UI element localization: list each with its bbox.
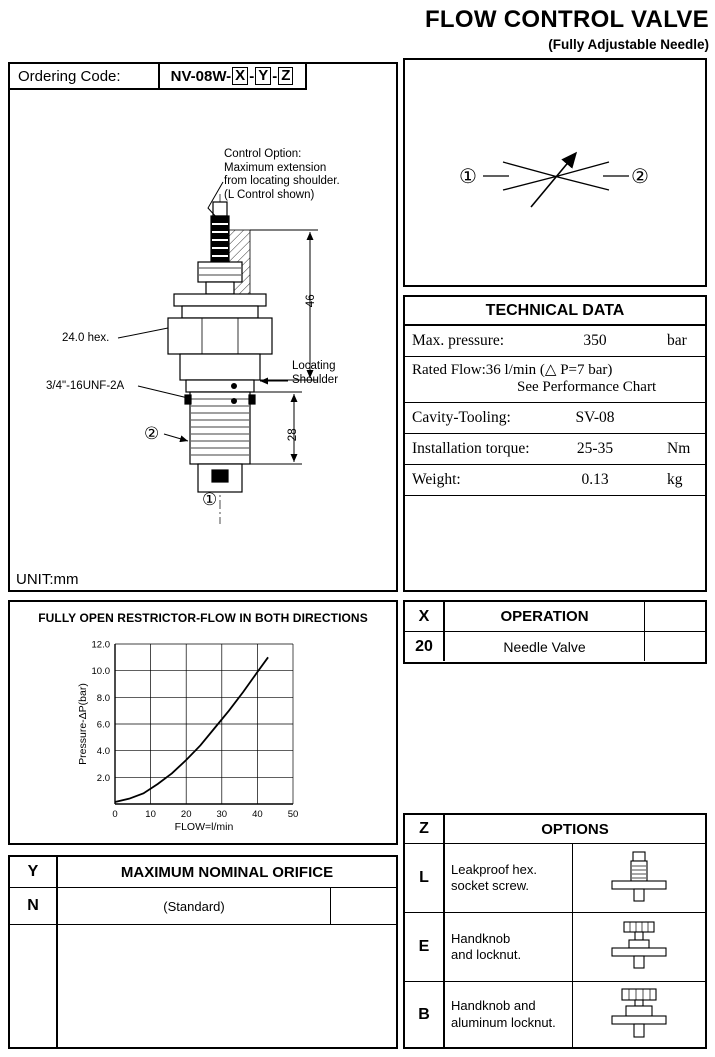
svg-text:40: 40	[252, 809, 263, 820]
ordering-code-x: X	[232, 67, 248, 86]
option-code: B	[405, 982, 445, 1047]
operation-key: X	[405, 602, 445, 631]
orifice-table	[8, 855, 398, 1049]
option-code: L	[405, 844, 445, 912]
tech-value: 0.13	[581, 471, 609, 488]
operation-header-spacer	[645, 602, 705, 631]
page-title: FLOW CONTROL VALVE	[424, 6, 709, 33]
valve-body-section	[168, 202, 272, 492]
tech-label: Installation torque:	[412, 440, 530, 457]
svg-text:10.0: 10.0	[91, 666, 110, 678]
symbol-port-1: ①	[459, 166, 477, 188]
tech-label: Rated Flow:	[412, 362, 486, 378]
tech-row-weight	[405, 465, 705, 496]
ordering-code-label: Ordering Code:	[10, 64, 160, 90]
handknob-locknut-icon	[604, 919, 674, 975]
ordering-code-strip	[10, 64, 307, 90]
option-label: Leakproof hex. socket screw.	[445, 844, 573, 912]
option-label: Handknob and aluminum locknut.	[445, 982, 573, 1047]
operation-code: 20	[405, 632, 445, 661]
operation-row	[405, 632, 705, 661]
tech-row-cavity-tooling	[405, 403, 705, 434]
svg-text:4.0: 4.0	[96, 746, 110, 758]
needle-valve-symbol	[405, 60, 705, 285]
orifice-row-spacer	[330, 888, 396, 924]
orifice-empty-cell	[58, 925, 396, 1047]
tech-unit: Nm	[667, 440, 691, 457]
svg-text:10: 10	[145, 809, 156, 820]
technical-data-title: TECHNICAL DATA	[405, 297, 705, 326]
performance-chart	[10, 632, 400, 844]
chart-title: FULLY OPEN RESTRICTOR-FLOW IN BOTH DIRECTIONS	[38, 611, 368, 625]
options-table-header	[405, 815, 705, 844]
tech-row-installation-torque	[405, 434, 705, 465]
operation-title: OPERATION	[445, 602, 645, 631]
operation-label: Needle Valve	[445, 632, 645, 661]
operation-table-header	[405, 602, 705, 632]
ordering-code-prefix: NV-08W-	[170, 67, 232, 85]
chart-xlabel: FLOW=l/min	[174, 821, 234, 833]
orifice-title: MAXIMUM NOMINAL ORIFICE	[120, 863, 334, 881]
tech-label: Max. pressure:	[412, 332, 505, 349]
option-row-B	[405, 982, 705, 1047]
handknob-aluminum-locknut-icon	[604, 987, 674, 1043]
tech-unit: kg	[667, 471, 683, 488]
tech-unit: bar	[667, 332, 687, 349]
option-label: Handknob and locknut.	[445, 913, 573, 981]
hydraulic-symbol-panel	[403, 58, 707, 287]
svg-text:12.0: 12.0	[91, 639, 110, 651]
option-code: E	[405, 913, 445, 981]
operation-row-spacer	[645, 632, 705, 661]
options-table	[403, 813, 707, 1049]
tech-label: Cavity-Tooling:	[412, 409, 511, 426]
option-row-E	[405, 913, 705, 982]
option-image-handknob-locknut	[573, 913, 705, 981]
unit-note: UNIT:mm	[16, 571, 79, 588]
control-option-note: Control Option: Maximum extension from locating shoulder. (L Control shown)	[224, 148, 340, 201]
ordering-code-value	[160, 64, 307, 90]
orifice-empty-area	[10, 925, 396, 1047]
svg-text:0: 0	[112, 809, 118, 820]
symbol-port-2: ②	[631, 166, 649, 188]
chart-ylabel: Pressure-ΔP(bar)	[77, 683, 89, 765]
page-subtitle: (Fully Adjustable Needle)	[548, 37, 709, 52]
drawing-port-2-label: ②	[144, 424, 160, 443]
technical-data-panel	[403, 295, 707, 592]
ordering-code-y: Y	[255, 67, 271, 86]
ordering-code-sep1: -	[249, 67, 255, 85]
option-row-L	[405, 844, 705, 913]
option-image-leakproof-screw	[573, 844, 705, 912]
orifice-key: Y	[10, 857, 58, 887]
orifice-label: (Standard)	[163, 898, 225, 914]
tech-value: 36 l/min (△ P=7 bar)	[485, 362, 613, 378]
ordering-drawing-panel	[8, 62, 398, 592]
svg-text:8.0: 8.0	[96, 692, 110, 704]
orifice-table-header	[10, 857, 396, 888]
leakproof-screw-icon	[604, 850, 674, 906]
orifice-row	[10, 888, 396, 925]
performance-chart-panel	[8, 600, 398, 845]
thread-spec-label: 3/4"-16UNF-2A	[46, 380, 125, 392]
tech-value: 25-35	[576, 440, 614, 457]
svg-text:6.0: 6.0	[96, 719, 110, 731]
svg-text:2.0: 2.0	[96, 772, 110, 784]
tech-value: SV-08	[575, 409, 615, 426]
tech-row-max-pressure	[405, 326, 705, 357]
tech-row-rated-flow	[405, 357, 705, 403]
tech-note: See Performance Chart	[517, 379, 657, 395]
svg-text:50: 50	[287, 809, 299, 820]
dim-46-label: 46	[305, 294, 318, 308]
ordering-code-sep2: -	[272, 67, 278, 85]
hex-size-label: 24.0 hex.	[62, 332, 110, 344]
ordering-code-z: Z	[278, 67, 293, 86]
locating-shoulder-label: Locating Shoulder	[292, 360, 339, 386]
operation-table	[403, 600, 707, 664]
dim-28-label: 28	[287, 428, 300, 442]
orifice-code: N	[10, 888, 58, 924]
orifice-empty-keycell	[10, 925, 58, 1047]
svg-text:20: 20	[180, 809, 192, 820]
option-image-handknob-aluminum-locknut	[573, 982, 705, 1047]
tech-label: Weight:	[412, 471, 461, 488]
options-key: Z	[405, 815, 445, 843]
tech-value: 350	[583, 332, 607, 349]
drawing-port-1-label: ①	[202, 490, 218, 509]
svg-text:30: 30	[216, 809, 228, 820]
options-title: OPTIONS	[541, 820, 609, 838]
